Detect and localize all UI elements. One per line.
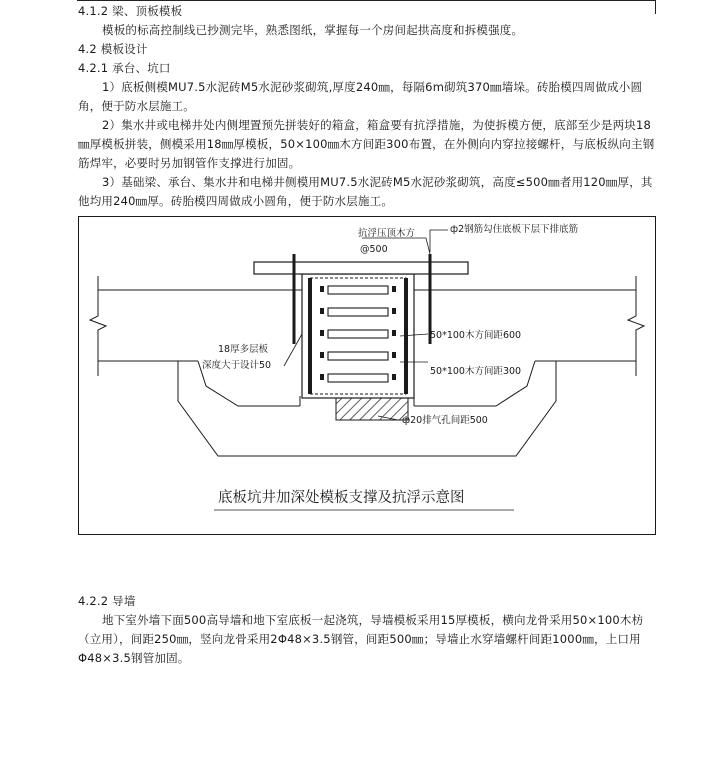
section-4-2-1-paragraph-1: 1）底板侧模MU7.5水泥砖M5水泥砂浆砌筑,厚度240㎜，每隔6m砌筑370㎜墙垛。砖胎模四周做成小圆角，便于防水层施工。: [78, 80, 643, 113]
label-beam-spacing: @500: [360, 244, 388, 255]
anti-float-beam: [254, 262, 468, 274]
page-top-rule: [77, 0, 656, 1]
label-timber-600: 50*100木方间距600: [430, 330, 522, 341]
page-side-rule: [655, 0, 656, 14]
label-formwork-depth: 深度大于设计50: [202, 360, 272, 371]
section-4-2-2-heading: 4.2.2 导墙: [78, 594, 136, 608]
label-timber-300: 50*100木方间距300: [430, 366, 522, 377]
section-4-2-heading: 4.2 模板设计: [78, 42, 148, 56]
section-4-2-1-paragraph-2: 2）集水井或电梯井处内侧埋置预先拼装好的箱盒，箱盒要有抗浮措施，为使拆模方便，底部至少是两块18㎜厚模板拼装，侧模采用18㎜厚模板，50×100㎜木方间距300布置，在外侧向内穿拉接螺杆，与底板纵向主钢筋焊牢，必要时另加钢管作支撑进行加固。: [78, 118, 655, 170]
label-formwork-thickness: 18厚多层板: [218, 344, 269, 355]
section-4-1-2-heading: 4.1.2 梁、顶板模板: [78, 4, 183, 18]
section-4-2-1-heading: 4.2.1 承台、坑口: [78, 61, 171, 75]
label-anti-float-beam: 抗浮压顶木方: [358, 228, 416, 239]
label-vent-hole: ф20排气孔间距500: [402, 415, 488, 426]
section-4-2-2-paragraph-1: 地下室外墙下面500高导墙和地下室底板一起浇筑，导墙模板采用15厚模板，横向龙骨采用50×100木枋（立用），间距250㎜，竖向龙骨采用2Φ48×3.5钢管，间距500㎜；导墙止水穿墙螺杆间距1000㎜，上口用Φ48×3.5钢管加固。: [78, 613, 644, 665]
section-4-1-2-body: 模板的标高控制线已抄测完毕，熟悉图纸，掌握每一个房间起拱高度和拆模强度。: [102, 23, 524, 37]
vent-hatch-block: [336, 398, 408, 420]
diagram-caption: 底板坑井加深处模板支撑及抗浮示意图: [218, 490, 465, 506]
slab-outline: [90, 276, 644, 456]
internal-timbers: [328, 286, 388, 382]
section-4-2-1-paragraph-3: 3）基础梁、承台、集水井和电梯井侧模用MU7.5水泥砖M5水泥砂浆砌筑，高度≤500㎜者用120㎜厚，其他均用240㎜厚。砖胎模四周做成小圆角，便于防水层施工。: [78, 175, 653, 208]
label-rebar-hook: ф2钢筋勾住底板下层下排底筋: [450, 224, 579, 235]
pit-formwork-diagram: [78, 216, 656, 535]
